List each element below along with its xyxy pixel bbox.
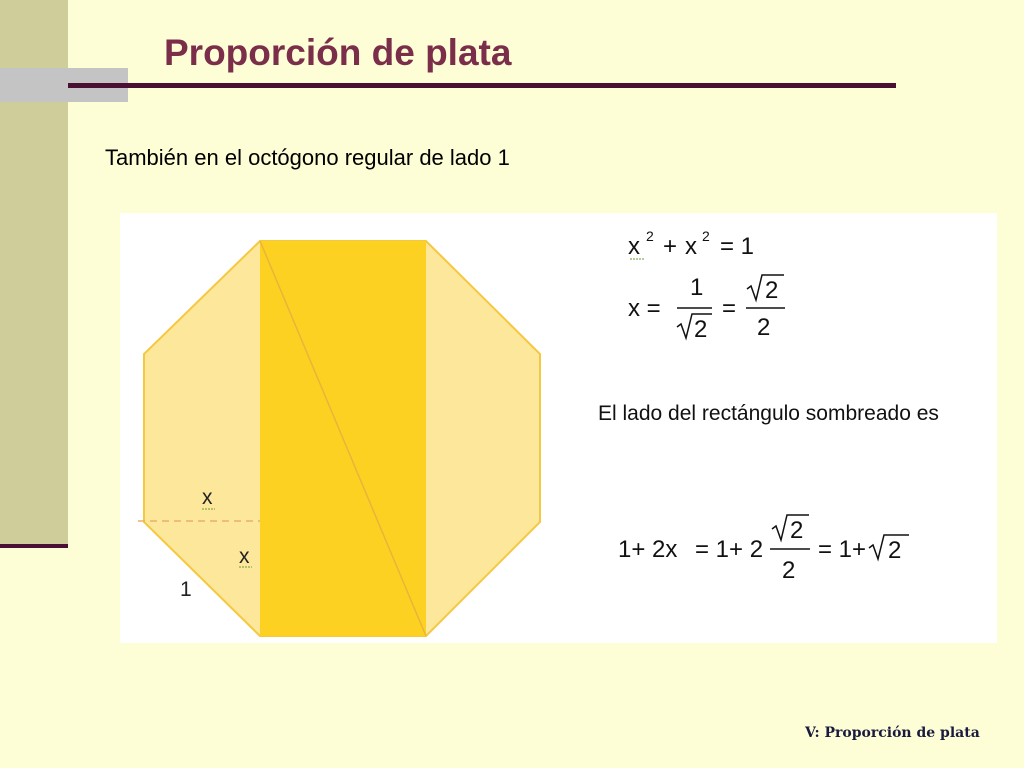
eq2-equals: = [722,295,737,322]
eq3-root: 2 [888,537,902,564]
eq3-mid: = 1+ 2 [695,536,764,563]
slide-title: Proporción de plata [164,32,512,73]
title-underline [68,83,896,88]
sidebar-bottom-rule [0,544,68,548]
eq3-end: = 1+ [818,536,867,563]
label-x-diagonal: x [239,545,250,568]
eq2-num1: 1 [690,274,704,301]
eq1-exp-b: 2 [702,228,710,244]
eq3-den: 2 [782,557,796,584]
eq1-exp-a: 2 [646,228,654,244]
rectangle-side-sentence: El lado del rectángulo sombreado es [598,402,939,425]
eq2-lhs: x = [628,295,661,322]
eq1-rhs: = 1 [720,233,755,260]
figure-panel [120,213,997,643]
label-x-horizontal: x [202,486,213,509]
eq3-start: 1+ 2x [618,536,678,563]
eq1-plus: + [663,233,678,260]
eq2-den1: 2 [694,316,708,343]
slide-footer: V: Proporción de plata [805,725,980,741]
eq3-num: 2 [790,517,804,544]
slide-subtitle: También en el octógono regular de lado 1 [105,145,510,170]
octagon-diagram [120,213,997,643]
eq1-x-a: x [628,233,640,260]
eq2-num2: 2 [765,277,779,304]
eq1-x-b: x [685,233,697,260]
label-side-one: 1 [180,578,192,601]
eq2-den2: 2 [757,314,771,341]
